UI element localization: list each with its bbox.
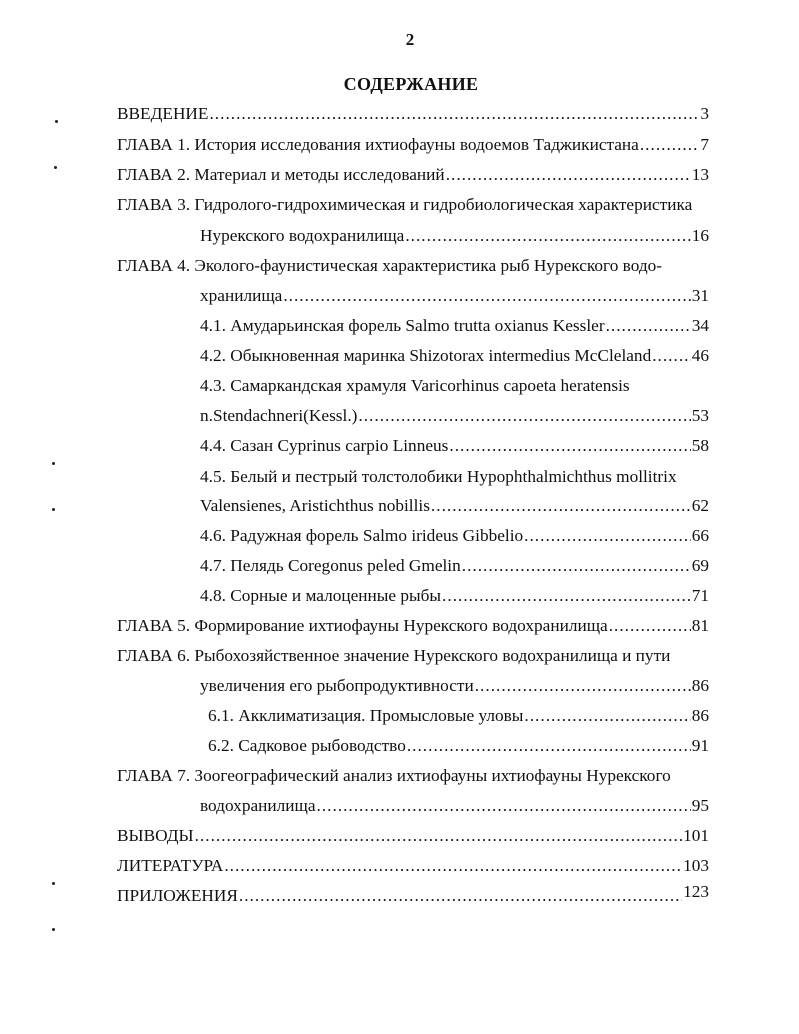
toc-entry-title: 4.2. Обыкновенная маринка Shizotorax intermedius McCleland: [200, 346, 652, 365]
toc-entry-section-4-3-line1: 4.3. Самаркандская храмуля Varicorhinus capoeta heratensis: [200, 376, 630, 395]
toc-entry-section-4-5: [200, 494, 709, 518]
dot-leader: [358, 404, 690, 428]
toc-entry-conclusions: [117, 824, 709, 848]
toc-entry-page: 71: [691, 586, 709, 605]
toc-entry-page: 103: [683, 856, 709, 875]
toc-entry-section-4-4: [200, 434, 709, 458]
toc-entry-section-4-8: [200, 584, 709, 608]
toc-entry-title: ВЫВОДЫ: [117, 826, 194, 845]
toc-entry-title: 4.6. Радужная форель Salmo irideus Gibbelio: [200, 526, 524, 545]
toc-entry-title: ПРИЛОЖЕНИЯ: [117, 886, 238, 905]
toc-entry-section-4-6: [200, 524, 709, 548]
dot-leader: [449, 434, 690, 458]
toc-entry-page: 13: [691, 165, 709, 184]
toc-entry-title: n.Stendachneri(Kessl.): [200, 406, 358, 425]
dot-leader: [442, 584, 691, 608]
toc-entry-page: 66: [691, 526, 709, 545]
toc-entry-page: 69: [691, 556, 709, 575]
toc-entry-chapter-6-line1: ГЛАВА 6. Рыбохозяйственное значение Нурекского водохранилища и пути: [117, 646, 671, 665]
dot-leader: [606, 314, 691, 338]
dot-leader: [407, 734, 691, 758]
toc-entry-intro: [117, 102, 709, 126]
toc-entry-chapter-4-line1: ГЛАВА 4. Эколого-фаунистическая характеристика рыб Нурекского водо-: [117, 256, 663, 275]
dot-leader: [224, 854, 682, 878]
toc-entry-title: ГЛАВА 2. Материал и методы исследований: [117, 165, 445, 184]
toc-entry-chapter-7: [200, 794, 709, 818]
toc-entry-title: 4.1. Амударьинская форель Salmo trutta oxianus Kessler: [200, 316, 605, 335]
dot-leader: [640, 133, 700, 157]
dot-leader: [524, 704, 690, 728]
dot-leader: [524, 524, 691, 548]
toc-entry-page: 86: [691, 676, 709, 695]
toc-entry-page: 58: [691, 436, 709, 455]
dot-leader: [283, 284, 690, 308]
toc-entry-chapter-2: [117, 163, 709, 187]
dot-leader: [652, 344, 691, 368]
toc-entry-title: 6.1. Акклиматизация. Промысловые уловы: [208, 706, 524, 725]
scan-mark: [52, 928, 55, 931]
toc-entry-section-6-2: [208, 734, 709, 758]
dot-leader: [609, 614, 691, 638]
toc-entry-page: 101: [683, 826, 709, 845]
toc-entry-title: 4.7. Пелядь Coregonus peled Gmelin: [200, 556, 461, 575]
toc-entry-page: 81: [691, 616, 709, 635]
toc-entry-section-4-7: [200, 554, 709, 578]
toc-entry-title: водохранилища: [200, 796, 316, 815]
page-number: 2: [405, 30, 415, 49]
toc-entry-section-4-5-line1: 4.5. Белый и пестрый толстолобики Hypophthalmichthus mollitrix: [200, 467, 677, 486]
dot-leader: [239, 884, 682, 908]
dot-leader: [316, 794, 690, 818]
dot-leader: [462, 554, 691, 578]
toc-entry-page: 3: [700, 104, 709, 123]
toc-entry-section-6-1: [208, 704, 709, 728]
dot-leader: [209, 102, 699, 126]
toc-entry-title: ГЛАВА 5. Формирование ихтиофауны Нурекского водохранилища: [117, 616, 608, 635]
toc-entry-title: ЛИТЕРАТУРА: [117, 856, 224, 875]
toc-entry-section-4-2: [200, 344, 709, 368]
toc-entry-page: 91: [691, 736, 709, 755]
toc-entry-page: 16: [691, 226, 709, 245]
toc-entry-appendix: [117, 884, 709, 908]
scan-mark: [54, 166, 57, 169]
toc-entry-chapter-4: [200, 284, 709, 308]
toc-entry-page: 46: [691, 346, 709, 365]
scan-mark: [52, 508, 55, 511]
scan-mark: [52, 462, 55, 465]
dot-leader: [405, 224, 690, 248]
toc-entry-chapter-3-line1: ГЛАВА 3. Гидролого-гидрохимическая и гидробиологическая характеристика: [117, 195, 693, 214]
toc-entry-page: 7: [700, 135, 709, 154]
toc-entry-page: 86: [691, 706, 709, 725]
toc-entry-chapter-7-line1: ГЛАВА 7. Зоогеографический анализ ихтиофауны ихтиофауны Нурекского: [117, 766, 671, 785]
toc-entry-title: Valensienes, Aristichthus nobillis: [200, 496, 430, 515]
toc-entry-page: 123: [683, 882, 709, 901]
dot-leader: [431, 494, 691, 518]
dot-leader: [446, 163, 691, 187]
toc-entry-page: 34: [691, 316, 709, 335]
toc-entry-page: 62: [691, 496, 709, 515]
toc-entry-chapter-6: [200, 674, 709, 698]
toc-entry-chapter-3: [200, 224, 709, 248]
toc-entry-title: 4.8. Сорные и малоценные рыбы: [200, 586, 442, 605]
toc-title: СОДЕРЖАНИЕ: [343, 74, 479, 94]
toc-entry-section-4-1: [200, 314, 709, 338]
toc-entry-title: ВВЕДЕНИЕ: [117, 104, 209, 123]
toc-entry-page: 53: [691, 406, 709, 425]
dot-leader: [475, 674, 691, 698]
toc-entry-title: Нурекского водохранилища: [200, 226, 405, 245]
scan-mark: [55, 120, 58, 123]
toc-entry-title: 4.4. Сазан Cyprinus carpio Linneus: [200, 436, 449, 455]
toc-entry-literature: [117, 854, 709, 878]
toc-entry-chapter-5: [117, 614, 709, 638]
toc-entry-section-4-3: [200, 404, 709, 428]
toc-entry-title: увеличения его рыбопродуктивности: [200, 676, 474, 695]
toc-entry-page: 31: [691, 286, 709, 305]
toc-entry-title: хранилища: [200, 286, 283, 305]
scan-mark: [52, 882, 55, 885]
dot-leader: [195, 824, 682, 848]
toc-entry-page: 95: [691, 796, 709, 815]
toc-entry-chapter-1: [117, 133, 709, 157]
toc-entry-title: 6.2. Садковое рыбоводство: [208, 736, 406, 755]
toc-entry-title: ГЛАВА 1. История исследования ихтиофауны водоемов Таджикистана: [117, 135, 639, 154]
